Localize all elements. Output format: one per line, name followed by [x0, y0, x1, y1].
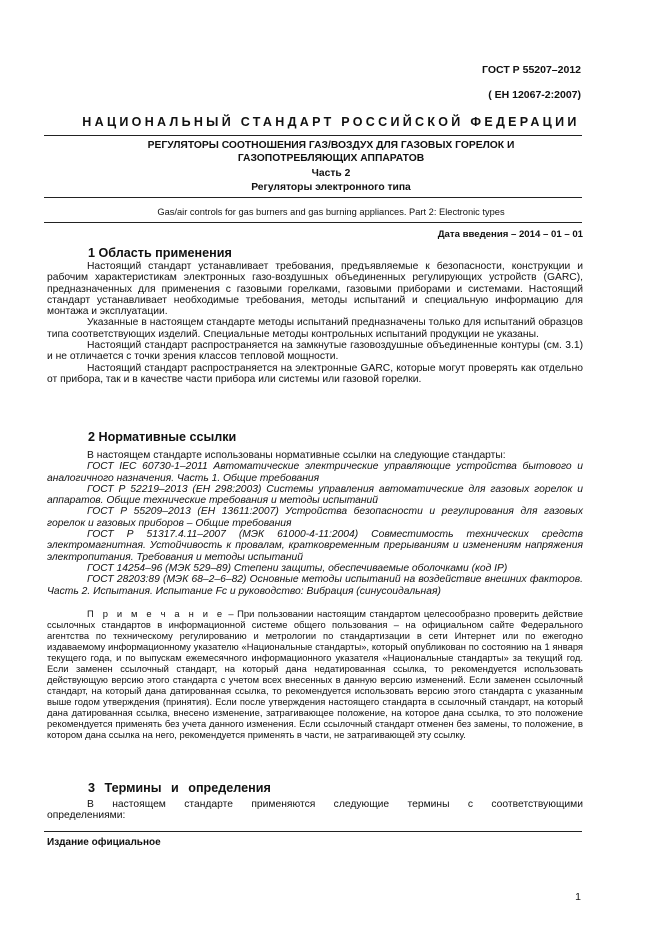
standard-code: ГОСТ Р 55207–2012 — [482, 64, 581, 76]
en-code: ( ЕН 12067-2:2007) — [488, 89, 581, 101]
section-2-body — [47, 450, 583, 597]
section-2-heading: 2 Нормативные ссылки — [88, 430, 237, 444]
section-1-heading: 1 Область применения — [88, 246, 232, 260]
title-rule — [44, 135, 582, 136]
title-part: Часть 2 — [311, 168, 351, 179]
section-1-paragraph-2: Указанные в настоящем стандарте методы испытаний предназначены только для испытаний образцов типа соответствующих изделий. Специальные методы контрольных испытаний продукции не указаны. — [47, 317, 583, 340]
normative-reference: ГОСТ Р 55209–2013 (ЕН 13611:2007) Устройства безопасности и регулирования для газовых горелок и газовых приборов – Общие требования — [47, 506, 583, 529]
section-1-body — [47, 261, 583, 385]
section-1-paragraph-1: Настоящий стандарт устанавливает требования, предъявляемые к безопасности, конструкции и рабочим характеристикам электронных газо-воздушных объединенных регулирующих устройств (GARC), предназначенных для применения с газовыми горелками, газовыми приборами и системами. Настоящий стандарт устанавливает необходимые требования, методы испытаний и специальную информацию для монтажа и эксплуатации. — [47, 261, 583, 318]
title-line-1: РЕГУЛЯТОРЫ СООТНОШЕНИЯ ГАЗ/ВОЗДУХ ДЛЯ ГАЗОВЫХ ГОРЕЛОК И — [147, 140, 515, 151]
normative-reference: ГОСТ Р 52219–2013 (ЕН 298:2003) Системы управления автоматические для газовых горелок и аппаратов. Общие технические требования и методы испытаний — [47, 483, 583, 507]
section-3-heading: 3 Термины и определения — [88, 781, 271, 795]
national-standard-title: НАЦИОНАЛЬНЫЙ СТАНДАРТ РОССИЙСКОЙ ФЕДЕРАЦИИ — [82, 115, 580, 129]
section-1-paragraph-3: Настоящий стандарт распространяется на замкнутые газовоздушные объединенные контуры (см. 3.1) и не отличается с точки зрения классов тепловой мощности. — [47, 340, 583, 363]
english-title-rule — [44, 222, 582, 223]
section-1-paragraph-4: Настоящий стандарт распространяется на электронные GARC, которые могут проверять как отдельно от прибора, так и в качестве части прибора или системы или газовой горелки. — [47, 362, 583, 385]
title-part-name: Регуляторы электронного типа — [251, 182, 411, 193]
normative-reference: ГОСТ 28203:89 (МЭК 68–2–6–82) Основные методы испытаний на воздействие внешних факторов. Часть 2. Испытания. Испытание Fc и руководство: Вибрация (синусоидальная) — [47, 574, 583, 597]
introduction-date: Дата введения – 2014 – 01 – 01 — [437, 229, 583, 240]
page-number: 1 — [575, 891, 581, 903]
normative-reference: ГОСТ IEC 60730-1–2011 Автоматические электрические управляющие устройства бытового и аналогичного назначения. Часть 1. Общие требования — [47, 461, 583, 484]
section-3-intro: В настоящем стандарте применяются следующие термины с соответствующими определениями: — [47, 799, 583, 822]
normative-reference: ГОСТ Р 51317.4.11–2007 (МЭК 61000-4-11:2004) Совместимость технических средств электромагнитная. Устойчивость к провалам, кратковременным прерываниям и изменениям напряжения электропитания. Требования и методы испытаний — [47, 529, 583, 563]
english-title: Gas/air controls for gas burners and gas burning appliances. Part 2: Electronic types — [157, 207, 505, 217]
official-edition-label: Издание официальное — [47, 837, 161, 848]
note-text: – При пользовании настоящим стандартом целесообразно проверить действие ссылочных стандартов в информационной системе общего пользования – на официальном сайте Федерального агентства по техническому регулированию и метрологии по стандартизации в сети Интернет или по ежегодно издаваемому информационному указателю «Национальные стандарты», который опубликован по состоянию на 1 января текущего года, и по выпускам ежемесячного информационного указателя «Национальные стандарты» за текущий год. Если заменен ссылочный стандарт, на который дана недатированная ссылка, то рекомендуется использовать действующую версию этого стандарта с учетом всех внесенных в данную версию изменений. Если заменен ссылочный стандарт, на который дана датированная ссылка, то рекомендуется использовать версию этого стандарта с указанным выше годом утверждения (принятия). Если после утверждения настоящего стандарта в ссылочный стандарт, на который дана датированная ссылка, внесено изменение, затрагивающее положение, на которое дана ссылка, то это положение рекомендуется применять без учета данного изменения. Если ссылочный стандарт отменен без замены, то положение, в котором дана ссылка на него, рекомендуется применять в части, не затрагивающей эту ссылку. — [47, 608, 583, 740]
section-3-body — [47, 799, 583, 822]
section-2-intro: В настоящем стандарте использованы нормативные ссылки на следующие стандарты: — [87, 450, 506, 461]
note-label: П р и м е ч а н и е — [87, 608, 225, 619]
normative-reference: ГОСТ 14254–96 (МЭК 529–89) Степени защиты, обеспечиваемые оболочками (код IP) — [87, 562, 508, 574]
section-2-note — [47, 608, 583, 740]
title-line-2: ГАЗОПОТРЕБЛЯЮЩИХ АППАРАТОВ — [237, 153, 425, 164]
footer-rule — [44, 831, 582, 832]
subtitle-rule — [44, 197, 582, 198]
